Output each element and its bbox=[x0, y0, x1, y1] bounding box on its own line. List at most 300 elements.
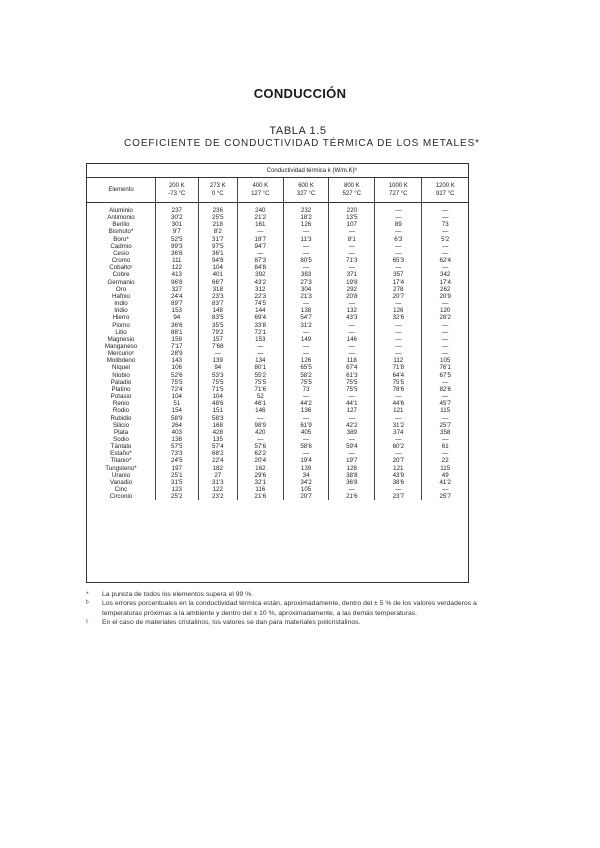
conductivity-value-cell: — bbox=[283, 300, 329, 307]
element-name-cell: Potasio bbox=[87, 393, 156, 400]
conductivity-value-cell: 8'1 bbox=[329, 236, 375, 243]
conductivity-value-cell: — bbox=[442, 414, 449, 422]
conductivity-value-cell: 23'2 bbox=[198, 493, 237, 500]
table-row bbox=[87, 314, 468, 321]
element-name-cell: Manganeso bbox=[87, 343, 156, 350]
conductivity-value-cell: 383 bbox=[283, 271, 329, 278]
conductivity-value-cell: — bbox=[375, 486, 422, 493]
conductivity-value-cell: 428 bbox=[198, 429, 237, 436]
table-row bbox=[87, 436, 468, 443]
conductivity-value-cell: 17'4 bbox=[439, 278, 451, 286]
conductivity-value-cell: 135 bbox=[198, 436, 237, 443]
conductivity-value-cell: 66'7 bbox=[198, 279, 237, 286]
conductivity-value-cell: 25'7 bbox=[439, 421, 451, 429]
conductivity-value-cell: 27'3 bbox=[283, 279, 329, 286]
conductivity-value-cell: — bbox=[283, 228, 329, 235]
conductivity-value-cell: 146 bbox=[237, 407, 283, 414]
element-name-cell: Cobaltoᶜ bbox=[87, 264, 156, 271]
conductivity-value-cell: 55'2 bbox=[237, 372, 283, 379]
table-row bbox=[87, 422, 468, 429]
conductivity-value-cell: 67'4 bbox=[329, 364, 375, 371]
conductivity-value-cell: 30'2 bbox=[156, 214, 199, 221]
table-row bbox=[87, 243, 468, 250]
column-header-temperature bbox=[329, 178, 375, 203]
conductivity-value-cell: 94'7 bbox=[237, 243, 283, 250]
conductivity-value-cell: 116 bbox=[237, 486, 283, 493]
table-row bbox=[87, 329, 468, 336]
element-name-cell: Hafnio bbox=[87, 293, 156, 300]
conductivity-value-cell: 43'2 bbox=[237, 279, 283, 286]
conductivity-value-cell: — bbox=[237, 350, 283, 357]
conductivity-value-cell: 138 bbox=[283, 307, 329, 314]
conductivity-value-cell: 357 bbox=[375, 271, 422, 278]
footnote-mark: * bbox=[86, 591, 89, 598]
conductivity-value-cell: 149 bbox=[283, 336, 329, 343]
element-name-cell: Magnesio bbox=[87, 336, 156, 343]
conductivity-value-cell: 57'4 bbox=[198, 443, 237, 450]
element-name-cell: Uranio bbox=[87, 472, 156, 479]
conductivity-value-cell: 9'7 bbox=[156, 228, 199, 235]
conductivity-value-cell: 115 bbox=[440, 464, 451, 472]
conductivity-value-cell: 121 bbox=[375, 407, 422, 414]
conductivity-value-cell: 57'6 bbox=[237, 443, 283, 450]
element-name-cell: Plomo bbox=[87, 322, 156, 329]
table-corner bbox=[87, 164, 156, 178]
conductivity-value-cell: 420 bbox=[237, 429, 283, 436]
element-name-cell: Estaño* bbox=[87, 450, 156, 457]
conductivity-value-cell: — bbox=[329, 393, 375, 400]
element-name-cell: Paladio bbox=[87, 379, 156, 386]
conductivity-value-cell: 127 bbox=[329, 407, 375, 414]
conductivity-value-cell: — bbox=[442, 228, 449, 236]
conductivity-value-cell: — bbox=[329, 228, 375, 235]
column-header-celsius: 727 °C bbox=[389, 191, 408, 197]
conductivity-value-cell: 24'4 bbox=[156, 293, 199, 300]
table-row bbox=[87, 228, 468, 235]
conductivity-value-cell: 19'4 bbox=[283, 457, 329, 464]
conductivity-value-cell: 29'6 bbox=[237, 472, 283, 479]
column-header-celsius: 927 °C bbox=[436, 191, 455, 197]
element-name-cell: Sodio bbox=[87, 436, 156, 443]
conductivity-value-cell: 218 bbox=[198, 221, 237, 228]
conductivity-value-cell: — bbox=[375, 264, 422, 271]
element-name-cell: Aluminio bbox=[87, 203, 156, 215]
element-name-cell: Iridio bbox=[87, 307, 156, 314]
conductivity-value-cell: 89 bbox=[375, 221, 422, 228]
table-row bbox=[87, 486, 468, 493]
conductivity-value-cell: 405 bbox=[283, 429, 329, 436]
conductivity-value-cell: 161 bbox=[237, 221, 283, 228]
conductivity-value-cell: 7'17 bbox=[156, 343, 199, 350]
element-name-cell: Cromo bbox=[87, 257, 156, 264]
footnote bbox=[86, 590, 486, 599]
conductivity-value-cell: — bbox=[442, 242, 449, 250]
conductivity-value-cell: 79'2 bbox=[198, 329, 237, 336]
conductivity-value-cell: 139 bbox=[198, 357, 237, 364]
footnote-text: En el caso de materiales cristalinos, los valores se dan para materiales policristalinos. bbox=[102, 618, 361, 626]
conductivity-value-cell: — bbox=[442, 378, 449, 386]
conductivity-value-cell: 105 bbox=[283, 486, 329, 493]
element-name-cell: Mercurioᶜ bbox=[87, 350, 156, 357]
column-header-celsius: 327 °C bbox=[296, 191, 316, 197]
column-header-celsius: 527 °C bbox=[342, 191, 362, 197]
conductivity-value-cell: 374 bbox=[375, 429, 422, 436]
column-header-temperature bbox=[156, 178, 199, 203]
conductivity-value-cell: 153 bbox=[237, 336, 283, 343]
conductivity-value-cell: — bbox=[283, 264, 329, 271]
conductivity-value-cell: 104 bbox=[198, 393, 237, 400]
table-row bbox=[87, 214, 468, 221]
element-name-cell: Berilio bbox=[87, 221, 156, 228]
conductivity-value-cell: 31'2 bbox=[283, 322, 329, 329]
conductivity-value-cell: 128 bbox=[329, 465, 375, 472]
conductivity-value-cell: — bbox=[329, 350, 375, 357]
conductivity-value-cell: — bbox=[329, 436, 375, 443]
conductivity-value-cell: 34 bbox=[283, 472, 329, 479]
element-name-cell: Platino bbox=[87, 386, 156, 393]
conductivity-value-cell: 83'7 bbox=[198, 300, 237, 307]
conductivity-value-cell: 78'6 bbox=[375, 386, 422, 393]
conductivity-value-cell: 318 bbox=[198, 286, 237, 293]
conductivity-value-cell: 182 bbox=[198, 465, 237, 472]
conductivity-value-cell: 358 bbox=[440, 428, 451, 436]
conductivity-value-cell: 23'7 bbox=[375, 493, 422, 500]
conductivity-value-cell: 126 bbox=[283, 221, 329, 228]
table-row bbox=[87, 407, 468, 414]
table-row bbox=[87, 203, 468, 215]
conductivity-value-cell: 52 bbox=[237, 393, 283, 400]
conductivity-value-cell: 64'4 bbox=[375, 372, 422, 379]
conductivity-value-cell: — bbox=[329, 264, 375, 271]
conductivity-value-cell: 18'7 bbox=[237, 236, 283, 243]
conductivity-value-cell: 5'2 bbox=[441, 235, 450, 243]
table-row bbox=[87, 386, 468, 393]
conductivity-value-cell: — bbox=[375, 228, 422, 235]
conductivity-value-cell: 51 bbox=[156, 400, 199, 407]
conductivity-value-cell: — bbox=[237, 343, 283, 350]
conductivity-value-cell: 115 bbox=[440, 407, 451, 415]
element-name-cell: Cinc bbox=[87, 486, 156, 493]
conductivity-value-cell: 111 bbox=[156, 257, 199, 264]
conductivity-value-cell: — bbox=[283, 415, 329, 422]
conductivity-value-cell: 75'5 bbox=[198, 379, 237, 386]
conductivity-value-cell: 7'68 bbox=[198, 343, 237, 350]
conductivity-value-cell: 58'9 bbox=[156, 415, 199, 422]
table-row bbox=[87, 257, 468, 264]
conductivity-value-cell: 146 bbox=[329, 336, 375, 343]
conductivity-value-cell: 65'5 bbox=[283, 364, 329, 371]
conductivity-value-cell: 75'5 bbox=[329, 386, 375, 393]
column-header-temperature bbox=[283, 178, 329, 203]
conductivity-value-cell: 44'6 bbox=[375, 400, 422, 407]
element-name-cell: Rodio bbox=[87, 407, 156, 414]
conductivity-value-cell: — bbox=[375, 203, 422, 215]
conductivity-value-cell: 143 bbox=[156, 357, 199, 364]
conductivity-value-cell: 118 bbox=[329, 357, 375, 364]
table-row bbox=[87, 400, 468, 407]
conductivity-value-cell: 168 bbox=[198, 422, 237, 429]
element-name-cell: Antimonio bbox=[87, 214, 156, 221]
conductivity-value-cell: — bbox=[237, 250, 283, 257]
conductivity-value-cell: — bbox=[442, 321, 449, 329]
conductivity-value-cell: — bbox=[329, 322, 375, 329]
column-header-celsius: 127 °C bbox=[251, 191, 270, 197]
conductivity-value-cell: 32'1 bbox=[237, 479, 283, 486]
conductivity-value-cell: 312 bbox=[237, 286, 283, 293]
element-name-cell: Rubidio bbox=[87, 415, 156, 422]
conductivity-value-cell: 73 bbox=[441, 221, 449, 229]
conductivity-value-cell: 20'7 bbox=[283, 493, 329, 500]
conductivity-value-cell: 97'5 bbox=[198, 243, 237, 250]
conductivity-value-cell: 122 bbox=[156, 264, 199, 271]
conductivity-value-cell: 31'7 bbox=[198, 236, 237, 243]
conductivity-value-cell: 153 bbox=[156, 307, 199, 314]
conductivity-value-cell: 22 bbox=[441, 457, 449, 465]
conductivity-value-cell: 41'2 bbox=[439, 478, 451, 486]
column-header-element bbox=[87, 178, 156, 203]
conductivity-value-cell: 96'8 bbox=[156, 279, 199, 286]
column-header-kelvin: 1000 K bbox=[388, 183, 408, 189]
conductivity-value-cell: — bbox=[442, 486, 449, 494]
column-header-kelvin: 1200 K bbox=[435, 183, 455, 189]
element-name-cell: Bismuto* bbox=[87, 228, 156, 235]
conductivity-value-cell: 98'9 bbox=[237, 422, 283, 429]
element-name-cell: Boro* bbox=[87, 236, 156, 243]
column-header-temperature bbox=[422, 178, 468, 203]
element-name-cell: Hierro bbox=[87, 314, 156, 321]
conductivity-value-cell: 31'5 bbox=[156, 479, 199, 486]
conductivity-table-frame bbox=[86, 163, 469, 583]
element-name-cell: Cesio bbox=[87, 250, 156, 257]
conductivity-value-cell: 61'3 bbox=[329, 372, 375, 379]
conductivity-value-cell: 232 bbox=[283, 203, 329, 215]
conductivity-value-cell: — bbox=[442, 264, 449, 272]
conductivity-value-cell: 401 bbox=[198, 271, 237, 278]
conductivity-value-cell: 20'7 bbox=[375, 457, 422, 464]
table-row bbox=[87, 293, 468, 300]
table-row bbox=[87, 221, 468, 228]
element-name-cell: Indio bbox=[87, 300, 156, 307]
conductivity-value-cell: 99'3 bbox=[156, 243, 199, 250]
conductivity-value-cell: 38'8 bbox=[329, 472, 375, 479]
conductivity-value-cell: 6'3 bbox=[375, 236, 422, 243]
footnote bbox=[86, 618, 486, 627]
table-row bbox=[87, 350, 468, 357]
conductivity-value-cell: — bbox=[329, 486, 375, 493]
conductivity-value-cell: 292 bbox=[329, 286, 375, 293]
conductivity-value-cell: 25'5 bbox=[198, 214, 237, 221]
conductivity-value-cell: 88'1 bbox=[156, 329, 199, 336]
conductivity-value-cell: — bbox=[442, 342, 449, 350]
conductivity-value-cell: 35'5 bbox=[198, 322, 237, 329]
table-row bbox=[87, 279, 468, 286]
conductivity-value-cell: 62'2 bbox=[237, 450, 283, 457]
conductivity-value-cell: 27 bbox=[198, 472, 237, 479]
conductivity-value-cell: 154 bbox=[156, 407, 199, 414]
conductivity-value-cell: 389 bbox=[329, 429, 375, 436]
conductivity-value-cell: 45'7 bbox=[439, 400, 451, 408]
conductivity-value-cell: 94'8 bbox=[198, 257, 237, 264]
conductivity-value-cell: 20'7 bbox=[375, 293, 422, 300]
element-name-cell: Silicio bbox=[87, 422, 156, 429]
conductivity-value-cell: 84'8 bbox=[237, 264, 283, 271]
conductivity-value-cell: 123 bbox=[156, 486, 199, 493]
table-row bbox=[87, 465, 468, 472]
conductivity-value-cell: — bbox=[375, 436, 422, 443]
element-name-cell: Germanio bbox=[87, 279, 156, 286]
conductivity-value-cell: — bbox=[442, 350, 449, 358]
conductivity-value-cell: 75'5 bbox=[283, 379, 329, 386]
conductivity-value-cell: 94 bbox=[156, 314, 199, 321]
column-header-kelvin: 800 K bbox=[343, 183, 360, 189]
conductivity-value-cell: 304 bbox=[283, 286, 329, 293]
conductivity-value-cell: 25'2 bbox=[156, 493, 199, 500]
column-header-kelvin: 600 K bbox=[298, 183, 314, 189]
conductivity-value-cell: 28'2 bbox=[439, 314, 451, 322]
conductivity-value-cell: — bbox=[442, 207, 449, 214]
table-row bbox=[87, 393, 468, 400]
conductivity-value-cell: — bbox=[375, 450, 422, 457]
conductivity-value-cell: 80'1 bbox=[237, 364, 283, 371]
element-name-cell: Oro bbox=[87, 286, 156, 293]
conductivity-value-cell: 74'5 bbox=[237, 300, 283, 307]
conductivity-value-cell: 138 bbox=[156, 436, 199, 443]
conductivity-value-cell: 36'1 bbox=[198, 250, 237, 257]
table-row bbox=[87, 450, 468, 457]
conductivity-value-cell: 61 bbox=[441, 443, 449, 451]
conductivity-value-cell: — bbox=[375, 329, 422, 336]
conductivity-value-cell: — bbox=[283, 350, 329, 357]
conductivity-value-cell: — bbox=[237, 415, 283, 422]
conductivity-value-cell: 44'1 bbox=[329, 400, 375, 407]
conductivity-value-cell: — bbox=[375, 343, 422, 350]
conductivity-value-cell: 301 bbox=[156, 221, 199, 228]
conductivity-value-cell: 197 bbox=[156, 465, 199, 472]
element-name-cell: Niobio bbox=[87, 372, 156, 379]
conductivity-value-cell: — bbox=[283, 243, 329, 250]
conductivity-value-cell: 32'6 bbox=[375, 314, 422, 321]
conductivity-value-cell: 220 bbox=[329, 203, 375, 215]
conductivity-value-cell: — bbox=[375, 393, 422, 400]
table-row bbox=[87, 379, 468, 386]
element-name-cell: Molibdeno bbox=[87, 357, 156, 364]
conductivity-value-cell: 148 bbox=[198, 307, 237, 314]
conductivity-value-cell: 22'4 bbox=[198, 457, 237, 464]
conductivity-value-cell: 23'3 bbox=[198, 293, 237, 300]
conductivity-value-cell: 43'3 bbox=[329, 314, 375, 321]
column-header-temperature bbox=[198, 178, 237, 203]
conductivity-value-cell: — bbox=[237, 228, 283, 235]
conductivity-value-cell: 126 bbox=[283, 357, 329, 364]
conductivity-value-cell: — bbox=[442, 300, 449, 308]
conductivity-value-cell: 75'5 bbox=[156, 379, 199, 386]
conductivity-value-cell: 327 bbox=[156, 286, 199, 293]
conductivity-value-cell: 42'2 bbox=[329, 422, 375, 429]
conductivity-value-cell: 20'8 bbox=[329, 293, 375, 300]
conductivity-value-cell: 342 bbox=[440, 271, 451, 279]
conductivity-value-cell: 80'5 bbox=[283, 257, 329, 264]
conductivity-value-cell: 82'6 bbox=[439, 385, 451, 393]
table-title: TABLA 1.5 bbox=[269, 125, 327, 137]
conductivity-value-cell: 24'5 bbox=[156, 457, 199, 464]
conductivity-value-cell: 107 bbox=[329, 221, 375, 228]
conductivity-value-cell: 36'8 bbox=[156, 250, 199, 257]
conductivity-value-cell: 21'2 bbox=[237, 214, 283, 221]
conductivity-value-cell: — bbox=[283, 329, 329, 336]
table-row bbox=[87, 493, 468, 500]
conductivity-value-cell: 43'9 bbox=[375, 472, 422, 479]
element-name-cell: Níquel bbox=[87, 364, 156, 371]
conductivity-value-cell: 11'3 bbox=[283, 236, 329, 243]
conductivity-value-cell: — bbox=[329, 343, 375, 350]
conductivity-value-cell: — bbox=[375, 350, 422, 357]
element-name-cell: Circonio bbox=[87, 493, 156, 500]
conductivity-value-cell: 136 bbox=[283, 407, 329, 414]
conductivity-value-cell: 75'5 bbox=[237, 379, 283, 386]
conductivity-value-cell: 53'3 bbox=[198, 372, 237, 379]
column-header-celsius: -73 °C bbox=[168, 191, 186, 197]
conductivity-value-cell: — bbox=[375, 250, 422, 257]
conductivity-value-cell: 58'3 bbox=[198, 415, 237, 422]
conductivity-value-cell: — bbox=[375, 243, 422, 250]
conductivity-value-cell: 33'8 bbox=[237, 322, 283, 329]
conductivity-value-cell: — bbox=[442, 335, 449, 343]
conductivity-value-cell: 237 bbox=[156, 203, 199, 215]
conductivity-value-cell: 104 bbox=[198, 264, 237, 271]
conductivity-value-cell: — bbox=[442, 450, 449, 458]
table-row bbox=[87, 264, 468, 271]
conductivity-value-cell: 72'4 bbox=[156, 386, 199, 393]
column-header-kelvin: Elemento bbox=[108, 187, 134, 193]
conductivity-value-cell: 76'1 bbox=[439, 364, 451, 372]
conductivity-value-cell: 48'6 bbox=[198, 400, 237, 407]
conductivity-value-cell: 25'7 bbox=[439, 493, 451, 501]
conductivity-value-cell: 49 bbox=[441, 471, 449, 479]
conductivity-value-cell: 94 bbox=[198, 364, 237, 371]
table-row bbox=[87, 357, 468, 364]
conductivity-value-cell: 60'2 bbox=[375, 443, 422, 450]
conductivity-value-cell: 22'3 bbox=[237, 293, 283, 300]
conductivity-value-cell: 403 bbox=[156, 429, 199, 436]
page-heading: CONDUCCIÓN bbox=[253, 86, 347, 101]
conductivity-value-cell: 38'6 bbox=[375, 479, 422, 486]
conductivity-value-cell: 71'6 bbox=[237, 386, 283, 393]
conductivity-value-cell: 144 bbox=[237, 307, 283, 314]
column-header-kelvin: 400 K bbox=[252, 183, 269, 189]
conductivity-value-cell: 69'4 bbox=[237, 314, 283, 321]
conductivity-value-cell: — bbox=[198, 350, 237, 357]
conductivity-value-cell: — bbox=[375, 300, 422, 307]
conductivity-value-cell: 122 bbox=[198, 486, 237, 493]
conductivity-value-cell: — bbox=[442, 328, 449, 336]
conductivity-value-cell: 278 bbox=[375, 286, 422, 293]
conductivity-value-cell: 34'2 bbox=[283, 479, 329, 486]
table-row bbox=[87, 236, 468, 243]
footnote-mark: ᵇ bbox=[86, 600, 89, 608]
table-row bbox=[87, 364, 468, 371]
conductivity-value-cell: 112 bbox=[375, 357, 422, 364]
conductivity-value-cell: 236 bbox=[198, 203, 237, 215]
conductivity-value-cell: — bbox=[329, 300, 375, 307]
conductivity-value-cell: — bbox=[442, 393, 449, 401]
footnote bbox=[86, 599, 486, 618]
element-name-cell: Tungsteno* bbox=[87, 465, 156, 472]
conductivity-value-cell: — bbox=[283, 250, 329, 257]
element-name-cell: Renio bbox=[87, 400, 156, 407]
conductivity-value-cell: 21'6 bbox=[237, 493, 283, 500]
conductivity-value-cell: 87'3 bbox=[237, 257, 283, 264]
conductivity-value-cell: 59'4 bbox=[329, 443, 375, 450]
